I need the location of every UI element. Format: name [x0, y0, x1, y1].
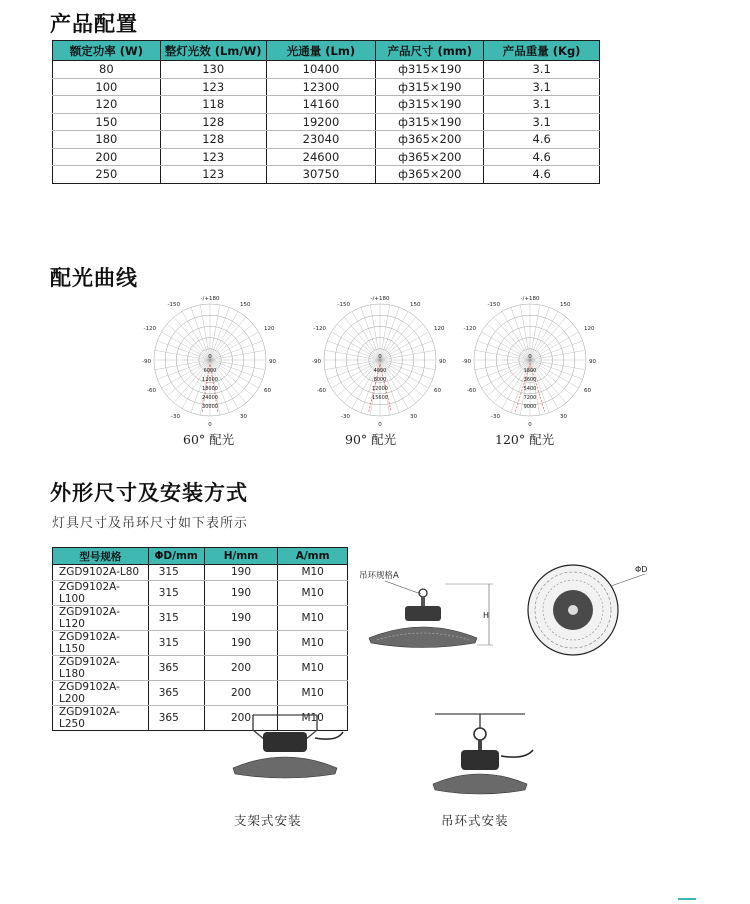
height-label: H [483, 611, 490, 620]
polar-angle-label: 120 [434, 326, 445, 332]
cell-efficacy: 123 [160, 166, 266, 184]
cell-power: 200 [53, 148, 161, 166]
cell-efficacy: 130 [160, 61, 266, 79]
polar-angle-label: -60 [317, 388, 326, 394]
corner-accent-bar [678, 898, 696, 900]
cell-hook-size: M10 [278, 680, 348, 705]
cell-model: ZGD9102A-L120 [53, 605, 149, 630]
cell-flux: 19200 [266, 113, 376, 131]
cell-power: 100 [53, 78, 161, 96]
table-row [53, 580, 348, 605]
hook-install-label: 吊环式安装 [441, 813, 509, 828]
polar-angle-label: 150 [240, 302, 251, 308]
polar-angle-label: -150 [337, 302, 350, 308]
polar-chart-60 [140, 290, 280, 430]
polar-angle-label: 90 [439, 359, 446, 365]
cell-model: ZGD9102A-L150 [53, 630, 149, 655]
polar-angle-label: -90 [312, 359, 321, 365]
polar-angle-label: 60 [584, 388, 591, 394]
product-config-title: 产品配置 [50, 12, 138, 36]
polar-radial-label: 5400 [523, 386, 537, 392]
top-view-drawing [525, 560, 665, 660]
cell-size: ф315×190 [376, 61, 484, 79]
polar-angle-label: -120 [143, 326, 156, 332]
header-model: 型号规格 [53, 548, 149, 565]
polar-radial-label: 18000 [202, 386, 218, 392]
header-product-size: 产品尺寸 (mm) [376, 41, 484, 61]
cell-efficacy: 118 [160, 96, 266, 114]
header-height: H/mm [204, 548, 278, 565]
reflector-shade [369, 627, 477, 648]
side-view-drawing [355, 560, 515, 660]
cell-hook-size: M10 [278, 565, 348, 581]
polar-angle-label: -30 [341, 414, 350, 420]
hook-spec-label: 吊环规格A [359, 571, 399, 581]
cell-weight: 3.1 [484, 61, 600, 79]
polar-angle-label: 60 [434, 388, 441, 394]
polar-radial-label: 9000 [523, 404, 537, 410]
polar-radial-label: 6000 [203, 368, 217, 374]
polar-angle-label: -30 [171, 414, 180, 420]
polar-angle-label: 0 [208, 354, 212, 360]
cell-power: 180 [53, 131, 161, 149]
polar-angle-label: 0 [378, 354, 382, 360]
polar-angle-label: 0 [378, 422, 382, 428]
caption-90-distribution: 90° 配光 [345, 432, 397, 447]
polar-angle-label: -/+180 [200, 296, 220, 302]
cell-height: 190 [204, 630, 278, 655]
polar-angle-label: -90 [142, 359, 151, 365]
cell-size: ф315×190 [376, 96, 484, 114]
polar-angle-label: 30 [410, 414, 417, 420]
header-diameter: ΦD/mm [148, 548, 204, 565]
dimensions-title: 外形尺寸及安装方式 [50, 481, 248, 505]
cell-diameter: 365 [148, 655, 204, 680]
table-row [53, 61, 600, 79]
table-row [53, 96, 600, 114]
cell-weight: 3.1 [484, 78, 600, 96]
cell-diameter: 365 [148, 680, 204, 705]
cell-diameter: 315 [148, 565, 204, 581]
light-distribution-title: 配光曲线 [50, 266, 138, 290]
cell-size: ф365×200 [376, 148, 484, 166]
cell-flux: 24600 [266, 148, 376, 166]
cell-flux: 10400 [266, 61, 376, 79]
polar-radial-label: 3600 [523, 377, 537, 383]
cell-weight: 4.6 [484, 148, 600, 166]
polar-angle-label: 30 [240, 414, 247, 420]
power-cable [501, 750, 533, 757]
polar-angle-label: 120 [584, 326, 595, 332]
polar-angle-label: 0 [528, 422, 532, 428]
caption-120-distribution: 120° 配光 [495, 432, 555, 447]
cell-model: ZGD9102A-L180 [53, 655, 149, 680]
cell-size: ф365×200 [376, 166, 484, 184]
header-efficacy: 整灯光效 (Lm/W) [160, 41, 266, 61]
cell-model: ZGD9102A-L200 [53, 680, 149, 705]
caption-60-distribution: 60° 配光 [183, 432, 235, 447]
polar-radial-label: 24000 [202, 395, 218, 401]
cell-flux: 30750 [266, 166, 376, 184]
table-row [53, 166, 600, 184]
cell-hook-size: M10 [278, 580, 348, 605]
cell-size: ф315×190 [376, 78, 484, 96]
polar-angle-label: 150 [410, 302, 421, 308]
polar-angle-label: -60 [467, 388, 476, 394]
cell-power: 250 [53, 166, 161, 184]
polar-radial-label: 4000 [373, 368, 387, 374]
cell-height: 200 [204, 680, 278, 705]
reflector-shade [233, 757, 337, 778]
polar-angle-label: 90 [589, 359, 596, 365]
polar-angle-label: -/+180 [520, 296, 540, 302]
polar-radial-label: 7200 [523, 395, 537, 401]
hook-stem [478, 740, 482, 750]
hook-spec-leader [385, 581, 421, 594]
polar-chart-120 [460, 290, 600, 430]
polar-angle-label: 60 [264, 388, 271, 394]
cell-height: 200 [204, 705, 278, 730]
polar-angle-label: 30 [560, 414, 567, 420]
header-luminous-flux: 光通量 (Lm) [266, 41, 376, 61]
table-row [53, 630, 348, 655]
table-row [53, 565, 348, 581]
cell-diameter: 315 [148, 630, 204, 655]
polar-radial-label: 15600 [372, 395, 388, 401]
polar-angle-label: -150 [487, 302, 500, 308]
cell-diameter: 315 [148, 605, 204, 630]
cell-weight: 3.1 [484, 113, 600, 131]
polar-angle-label: 0 [208, 422, 212, 428]
polar-radial-label: 1800 [523, 368, 537, 374]
polar-radial-label: 30000 [202, 404, 218, 410]
cell-flux: 12300 [266, 78, 376, 96]
cell-hook-size: M10 [278, 630, 348, 655]
cell-weight: 3.1 [484, 96, 600, 114]
table-row [53, 605, 348, 630]
driver-housing [461, 750, 499, 770]
cell-height: 190 [204, 580, 278, 605]
cell-hook-size: M10 [278, 655, 348, 680]
polar-angle-label: -60 [147, 388, 156, 394]
header-rated-power: 额定功率 (W) [53, 41, 161, 61]
diameter-label: ΦD [635, 565, 648, 574]
driver-housing [405, 606, 441, 621]
bracket-install-label: 支架式安装 [234, 813, 302, 828]
table-row [53, 78, 600, 96]
polar-angle-label: 0 [528, 354, 532, 360]
diameter-leader [611, 574, 645, 586]
cell-efficacy: 128 [160, 113, 266, 131]
power-cable [315, 732, 343, 739]
center-hub [568, 605, 578, 615]
polar-angle-label: -30 [491, 414, 500, 420]
table-row [53, 113, 600, 131]
hook-stem [421, 597, 425, 606]
cell-hook-size: M10 [278, 705, 348, 730]
polar-radial-label: 8000 [373, 377, 387, 383]
cell-weight: 4.6 [484, 166, 600, 184]
cell-size: ф365×200 [376, 131, 484, 149]
cell-flux: 23040 [266, 131, 376, 149]
driver-housing [263, 732, 307, 752]
cell-power: 80 [53, 61, 161, 79]
polar-angle-label: -120 [313, 326, 326, 332]
table-row [53, 148, 600, 166]
polar-radial-label: 12000 [202, 377, 218, 383]
hook-ring [419, 589, 427, 597]
polar-chart-90 [310, 290, 450, 430]
polar-angle-label: 120 [264, 326, 275, 332]
cell-diameter: 365 [148, 705, 204, 730]
hook-ring [474, 728, 486, 740]
cell-power: 150 [53, 113, 161, 131]
cell-model: ZGD9102A-L100 [53, 580, 149, 605]
polar-angle-label: -150 [167, 302, 180, 308]
reflector-shade [433, 774, 527, 794]
header-hook-size: A/mm [278, 548, 348, 565]
polar-angle-label: -120 [463, 326, 476, 332]
polar-angle-label: 150 [560, 302, 571, 308]
cell-flux: 14160 [266, 96, 376, 114]
cell-height: 190 [204, 605, 278, 630]
cell-model: ZGD9102A-L250 [53, 705, 149, 730]
cell-hook-size: M10 [278, 605, 348, 630]
product-config-table [52, 40, 600, 184]
cell-diameter: 315 [148, 580, 204, 605]
polar-angle-label: 90 [269, 359, 276, 365]
polar-radial-label: 12000 [372, 386, 388, 392]
cell-weight: 4.6 [484, 131, 600, 149]
header-product-weight: 产品重量 (Kg) [484, 41, 600, 61]
table-row [53, 131, 600, 149]
cell-height: 190 [204, 565, 278, 581]
cell-model: ZGD9102A-L80 [53, 565, 149, 581]
cell-efficacy: 123 [160, 78, 266, 96]
cell-efficacy: 128 [160, 131, 266, 149]
product-table-header [53, 41, 600, 61]
cell-height: 200 [204, 655, 278, 680]
polar-angle-label: -90 [462, 359, 471, 365]
dimension-table-header [53, 548, 348, 565]
hook-install-drawing [425, 700, 535, 805]
table-row [53, 655, 348, 680]
bracket-install-drawing [225, 700, 345, 800]
cell-size: ф315×190 [376, 113, 484, 131]
cell-efficacy: 123 [160, 148, 266, 166]
cell-power: 120 [53, 96, 161, 114]
dimensions-note: 灯具尺寸及吊环尺寸如下表所示 [52, 516, 249, 531]
polar-angle-label: -/+180 [370, 296, 390, 302]
